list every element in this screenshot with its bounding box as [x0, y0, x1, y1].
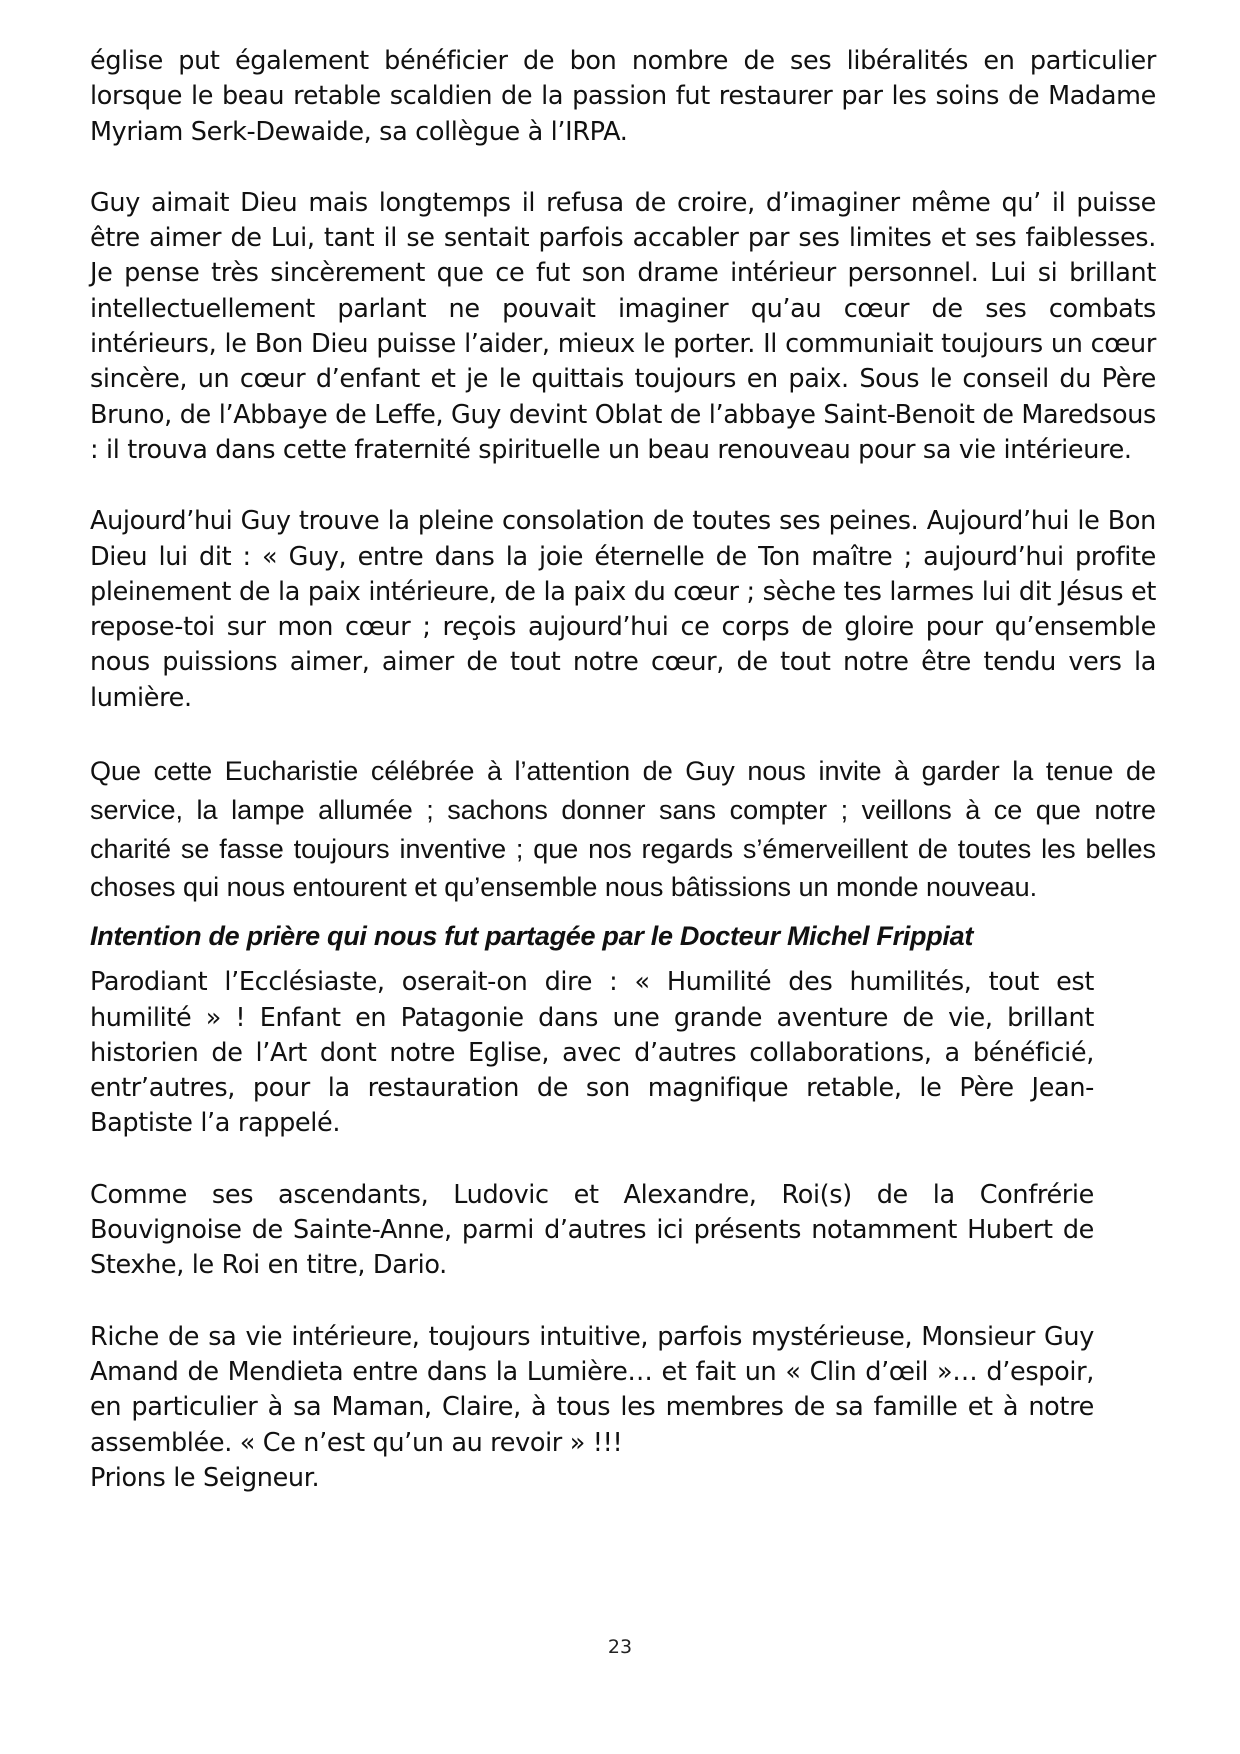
page-number: 23: [607, 1636, 633, 1658]
paragraph-confrerie: Comme ses ascendants, Ludovic et Alexandre, Roi(s) de la Confrérie Bouvignoise de Sainte-Anne, parmi d’autres ici présents notamment Hubert de Stexhe, le Roi en titre, Dario.: [90, 1179, 1094, 1281]
paragraph-consolation: Aujourd’hui Guy trouve la pleine consolation de toutes ses peines. Aujourd’hui le Bon Dieu lui dit : « Guy, entre dans la joie éternelle de Ton maître ; aujourd’hui profite pleinement de la paix intérieure, de la paix du cœur ; sèche tes larmes lui dit Jésus et repose-toi sur mon cœur ; reçois aujourd’hui ce corps de gloire pour qu’ensemble nous puissions aimer, aimer de tout notre cœur, de tout notre être tendu vers la lumière.: [90, 506, 1156, 713]
paragraph-guy-faith: Guy aimait Dieu mais longtemps il refusa de croire, d’imaginer même qu’ il puisse être aimer de Lui, tant il se sentait parfois accabler par ses limites et ses faiblesses. Je pense très sincèrement que ce fut son drame intérieur personnel. Lui si brillant intellectuellement parlant ne pouvait imaginer qu’au cœur de ses combats intérieurs, le Bon Dieu puisse l’aider, mieux le porter. Il communiait toujours un cœur sincère, un cœur d’enfant et je le quittais toujours en paix. Sous le conseil du Père Bruno, de l’Abbaye de Leffe, Guy devint Oblat de l’abbaye Saint-Benoit de Maredsous : il trouva dans cette fraternité spirituelle un beau renouveau pour sa vie intérieure.: [90, 187, 1156, 465]
paragraph-lumiere: Riche de sa vie intérieure, toujours intuitive, parfois mystérieuse, Monsieur Guy Amand de Mendieta entre dans la Lumière… et fait un « Clin d’œil »… d’espoir, en particulier à sa Maman, Claire, à tous les membres de sa famille et à notre assemblée. « Ce n’est qu’un au revoir » !!!: [90, 1321, 1094, 1458]
paragraph-eucharistie: Que cette Eucharistie célébrée à l’attention de Guy nous invite à garder la tenue de service, la lampe allumée ; sachons donner sans compter ; veillons à ce que notre charité se fasse toujours inventive ; que nos regards s’émerveillent de toutes les belles choses qui nous entourent et qu’ensemble nous bâtissions un monde nouveau.: [90, 756, 1156, 903]
paragraph-retable: église put également bénéficier de bon nombre de ses libéralités en particulier lorsque le beau retable scaldien de la passion fut restaurer par les soins de Madame Myriam Serk-Dewaide, sa collègue à l’IRPA.: [90, 46, 1156, 147]
section-heading: Intention de prière qui nous fut partagée par le Docteur Michel Frippiat: [90, 921, 974, 952]
paragraph-ecclesiaste: Parodiant l’Ecclésiaste, oserait-on dire : « Humilité des humilités, tout est humilité » ! Enfant en Patagonie dans une grande aventure de vie, brillant historien de l’Art dont notre Eglise, avec d’autres collaborations, a bénéficié, entr’autres, pour la restauration de son magnifique retable, le Père Jean-Baptiste l’a rappelé.: [90, 967, 1094, 1139]
document-page: [90, 44, 1156, 1496]
closing-line: Prions le Seigneur.: [90, 1462, 320, 1493]
